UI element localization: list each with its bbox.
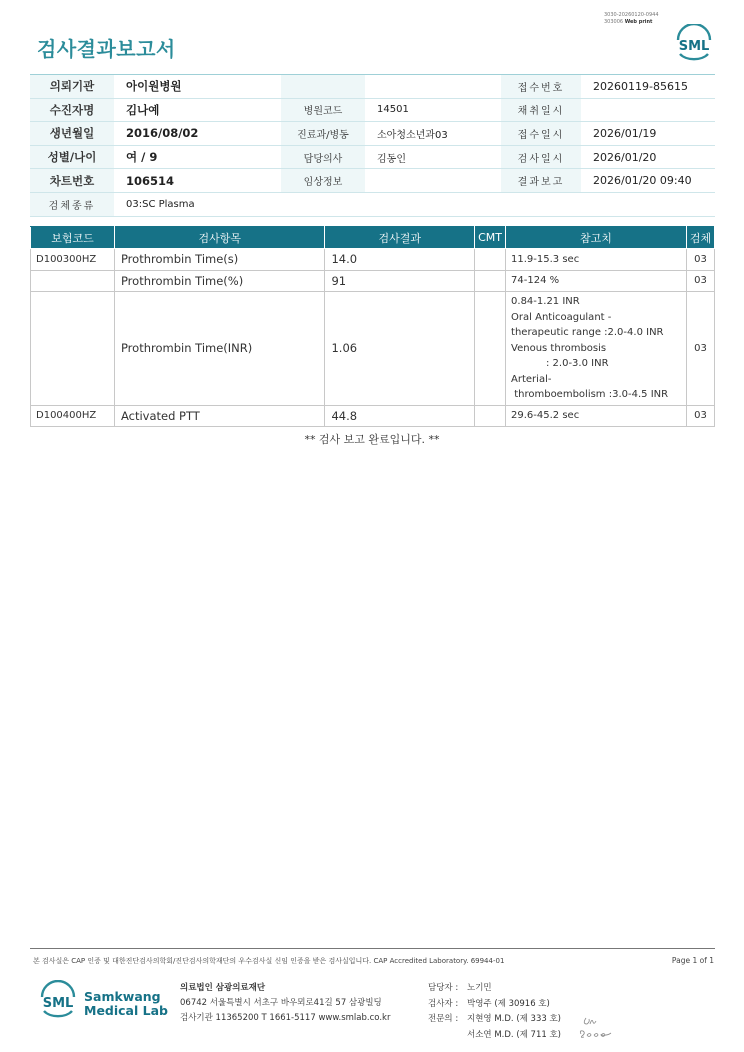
info-label: 결과보고 [501, 169, 581, 192]
reference-line: 11.9-15.3 sec [511, 253, 580, 265]
result-value-cell: 1.06 [325, 292, 475, 406]
test-item-cell: Prothrombin Time(%) [114, 270, 325, 292]
reference-line: thromboembolism :3.0-4.5 INR [511, 389, 669, 400]
reference-line: 0.84-1.21 INR [511, 296, 580, 307]
info-value: 106514 [126, 173, 175, 188]
svg-text:SML: SML [42, 996, 74, 1011]
reference-line: Venous thrombosis [511, 342, 607, 354]
header-cmt: CMT [475, 227, 506, 249]
info-label: 임상정보 [281, 169, 365, 192]
svg-text:SML: SML [678, 39, 710, 54]
staff-role: 전문의 : [428, 1014, 459, 1024]
document-code-line2 [604, 19, 659, 26]
info-label: 성별/나이 [30, 146, 114, 169]
insurance-code-cell: D100300HZ [31, 249, 115, 271]
info-label [281, 75, 365, 98]
reference-range-cell [506, 292, 687, 406]
info-value: 14501 [377, 104, 409, 116]
info-label: 병원코드 [281, 99, 365, 122]
info-value: 김동인 [377, 153, 406, 165]
info-value: 김나예 [126, 102, 160, 117]
reference-line: 29.6-45.2 sec [511, 410, 580, 421]
footer-brand [84, 990, 168, 1018]
info-label: 생년월일 [30, 122, 114, 145]
cmt-cell [475, 249, 506, 271]
reference-line: Arterial- [511, 373, 552, 385]
info-label: 수진자명 [30, 99, 114, 122]
specimen-cell: 03 [686, 270, 714, 292]
specimen-cell: 03 [686, 405, 714, 427]
info-row [30, 193, 715, 217]
info-value: 2026/01/20 09:40 [593, 174, 692, 188]
table-row [31, 292, 715, 406]
staff-name: 박영주 (제 30916 호) [467, 998, 550, 1009]
organization-name: 의료법인 삼광의료재단 [180, 983, 266, 993]
insurance-code-cell [31, 270, 115, 292]
reference-line: : 2.0-3.0 INR [511, 358, 609, 369]
insurance-code-cell [31, 292, 115, 406]
info-label: 차트번호 [30, 169, 114, 192]
info-label: 의뢰기관 [30, 75, 114, 98]
info-value: 03:SC Plasma [126, 198, 195, 210]
reference-range-cell [506, 405, 687, 427]
header-test-item: 검사항목 [114, 227, 325, 249]
sml-logo-icon [672, 24, 716, 62]
document-code [604, 12, 659, 26]
info-label: 접수일시 [501, 122, 581, 145]
info-row [30, 146, 715, 170]
organization-contact: 검사기관 11365200 T 1661-5117 www.smlab.co.kr [180, 1013, 391, 1023]
info-label: 담당의사 [281, 146, 365, 169]
result-value-cell: 91 [325, 270, 475, 292]
info-value: 2026/01/19 [593, 126, 657, 140]
footer-sml-logo-icon [36, 980, 80, 1020]
web-print-label: Web print [624, 19, 653, 25]
staff-row [428, 997, 561, 1013]
specimen-cell: 03 [686, 292, 714, 406]
staff-role: 검사자 : [428, 998, 459, 1009]
info-value: 2026/01/20 [593, 150, 657, 164]
cmt-cell [475, 270, 506, 292]
header-specimen: 검체 [686, 227, 714, 249]
report-complete-message: ** 검사 보고 완료입니다. ** [304, 433, 440, 446]
accreditation-note: 본 검사실은 CAP 인증 및 대한진단검사의학회/진단검사의학재단의 우수검사실 신임 인증을 받은 검사실입니다. CAP Accredited Laboratory. 69944-01 [33, 957, 505, 965]
info-value: 아이원병원 [126, 79, 182, 94]
staff-name: 서소연 M.D. (제 711 호) [467, 1029, 562, 1040]
info-value [365, 169, 501, 192]
brand-line1: Samkwang [84, 989, 161, 1004]
page-title: 검사결과보고서 [37, 37, 176, 61]
info-row [30, 122, 715, 146]
info-row [30, 169, 715, 193]
insurance-code-cell: D100400HZ [31, 405, 115, 427]
header-result: 검사결과 [325, 227, 475, 249]
reference-line: Oral Anticoagulant - [511, 311, 612, 323]
staff-role: 담당자 : [428, 983, 459, 993]
info-value: 2016/08/02 [126, 126, 199, 141]
reference-range-cell [506, 249, 687, 271]
info-label: 채취일시 [501, 99, 581, 122]
test-item-cell: Prothrombin Time(INR) [114, 292, 325, 406]
info-value: 여 / 9 [126, 150, 158, 165]
signature-icon [578, 1010, 614, 1040]
test-item-cell: Activated PTT [114, 405, 325, 427]
info-label: 진료과/병동 [281, 122, 365, 145]
document-code-line1: 3030-20260120-0944 [604, 12, 659, 18]
info-value: 소아청소년과03 [377, 129, 448, 141]
info-label: 검체종류 [30, 193, 114, 216]
info-value [581, 99, 715, 122]
test-item-cell: Prothrombin Time(s) [114, 249, 325, 271]
info-value: 20260119-85615 [593, 79, 688, 93]
staff-row [428, 981, 561, 997]
results-table [30, 226, 715, 427]
footer-divider [30, 948, 715, 949]
header-insurance-code: 보험코드 [31, 227, 115, 249]
result-value-cell: 14.0 [325, 249, 475, 271]
info-label: 접수번호 [501, 75, 581, 98]
organization-info [180, 981, 390, 1026]
staff-role [428, 1028, 467, 1044]
organization-address: 06742 서울특별시 서초구 바우뫼로41길 57 삼광빌딩 [180, 998, 382, 1008]
staff-list [428, 981, 561, 1043]
brand-line2: Medical Lab [84, 1003, 168, 1018]
cmt-cell [475, 292, 506, 406]
reference-line: therapeutic range :2.0-4.0 INR [511, 327, 664, 338]
info-row [30, 75, 715, 99]
info-label: 검사일시 [501, 146, 581, 169]
page-number: Page 1 of 1 [671, 956, 714, 965]
table-row [31, 249, 715, 271]
staff-name: 지현영 M.D. (제 333 호) [467, 1014, 562, 1024]
table-row [31, 270, 715, 292]
result-value-cell: 44.8 [325, 405, 475, 427]
header-reference: 참고치 [506, 227, 687, 249]
staff-name: 노기민 [467, 983, 492, 993]
cmt-cell [475, 405, 506, 427]
document-code-id: 303006 [604, 19, 624, 25]
table-row [31, 405, 715, 427]
reference-range-cell [506, 270, 687, 292]
reference-line: 74-124 % [511, 275, 560, 286]
specimen-cell: 03 [686, 249, 714, 271]
staff-row [428, 1012, 561, 1028]
results-header-row [31, 227, 715, 249]
patient-info-table [30, 74, 715, 217]
staff-row [428, 1028, 561, 1044]
info-row [30, 99, 715, 123]
info-value [365, 75, 501, 98]
